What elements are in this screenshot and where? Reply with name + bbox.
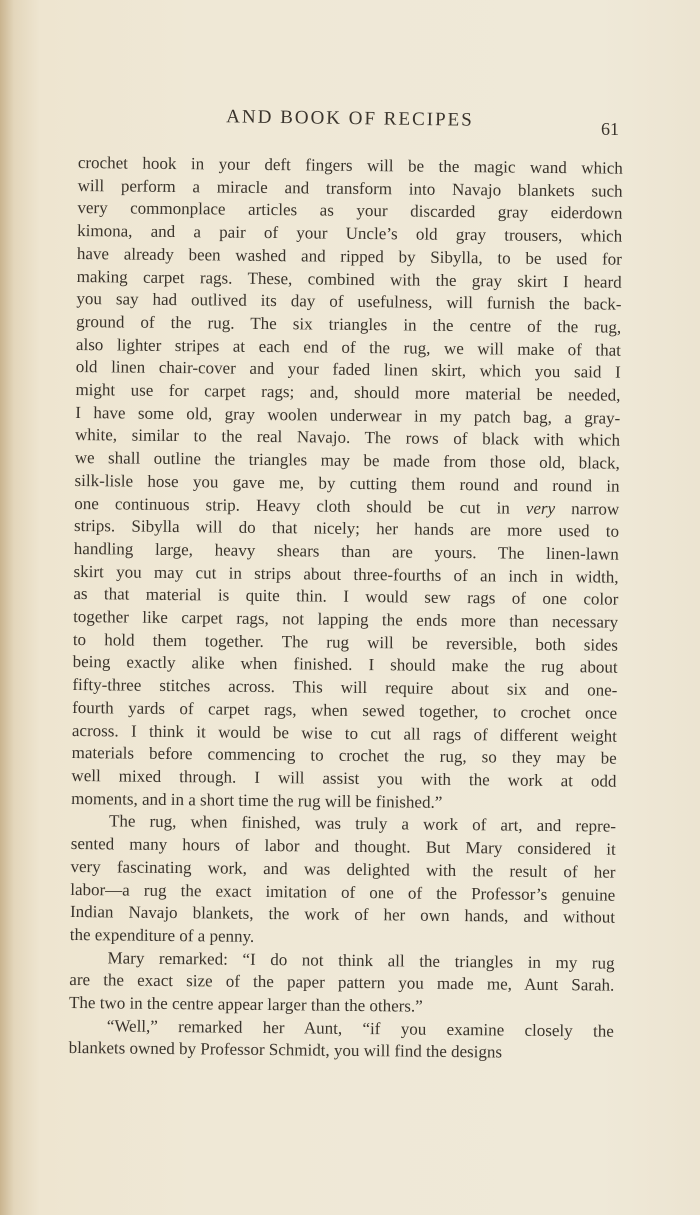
page-number: 61: [601, 119, 619, 139]
text-line: as that material is quite thin. I would sew rags of one color: [73, 584, 619, 610]
text-line: moments, and in a short time the rug will be finished.”: [71, 788, 443, 812]
text-line: crochet hook in your deft fingers will be the magic wand which: [77, 152, 623, 178]
text-line: Indian Navajo blankets, the work of her own hands, and without: [69, 902, 616, 927]
text-line: handling large, heavy shears than are yours. The linen-lawn: [73, 538, 619, 564]
text-line: might use for carpet rags; and, should more material be needed,: [75, 380, 621, 405]
text-line: skirt you may cut in strips about three-fourths of an inch in width,: [73, 561, 619, 587]
text-line: you say had outlived its day of usefulness, will furnish the back-: [76, 289, 622, 314]
text-line: strips. Sibylla will do that nicely; her hands are more used to: [73, 516, 620, 541]
text-line: sented many hours of labor and thought. But Mary considered it: [70, 834, 616, 859]
body-text: [68, 152, 622, 1066]
text-line: across. I think it would be wise to cut all rags of different weight: [71, 720, 618, 746]
text-line: will perform a miracle and transform into Navajo blankets such: [77, 175, 623, 201]
text-line: together like carpet rags, not lapping the ends more than necessary: [73, 607, 619, 632]
text-line: I have some old, gray woolen underwear in my patch bag, a gray-: [75, 402, 621, 428]
text-line: we shall outline the triangles may be made from those old, black,: [74, 448, 620, 473]
running-head: AND BOOK OF RECIPES: [226, 106, 474, 131]
paragraph: [71, 152, 623, 816]
text-line: The two in the centre appear larger than the others.”: [68, 992, 423, 1016]
text-line: Mary remarked: “I do not think all the triangles in my rug: [107, 947, 615, 973]
text-line: being exactly alike when finished. I should make the rug about: [72, 652, 618, 678]
text-line: white, similar to the real Navajo. The rows of black with which: [74, 425, 621, 451]
text-line: “Well,” remarked her Aunt, “if you examine closely the: [106, 1016, 614, 1041]
text-line: blankets owned by Professor Schmidt, you will find the designs: [68, 1038, 503, 1062]
text-line: the expenditure of a penny.: [69, 924, 255, 946]
text-line: have already been washed and ripped by Sibylla, to be used for: [76, 243, 623, 269]
text-line: fourth yards of carpet rags, when sewed together, to crochet once: [72, 697, 618, 723]
text-line: very commonplace articles as your discarded gray eiderdown: [77, 198, 623, 224]
text-line: very fascinating work, and was delighted with the result of her: [70, 856, 616, 882]
text-line: ground of the rug. The six triangles in the centre of the rug,: [76, 311, 622, 337]
text-line: kimona, and a pair of your Uncle’s old gray trousers, which: [77, 221, 623, 246]
text-line: to hold them together. The rug will be reversible, both sides: [72, 629, 618, 655]
text-line: silk-lisle hose you gave me, by cutting them round and round in: [74, 470, 620, 496]
text-line: making carpet rags. These, combined with the gray skirt I heard: [76, 266, 622, 292]
text-line: materials before commencing to crochet the rug, so they may be: [71, 743, 617, 768]
paragraph: [68, 1015, 613, 1066]
text-line: labor—a rug the exact imitation of one of the Professor’s genuine: [70, 879, 616, 905]
text-line: are the exact size of the paper pattern you made me, Aunt Sarah.: [69, 970, 615, 995]
paragraph: [70, 810, 616, 952]
text-line: also lighter stripes at each end of the rug, we will make of that: [75, 334, 622, 360]
text-line: The rug, when finished, was truly a work of art, and repre-: [108, 811, 617, 837]
text-line: well mixed through. I will assist you with the work at odd: [71, 765, 617, 791]
paragraph: [69, 947, 615, 1021]
text-line: old linen chair-cover and your faded linen skirt, which you said I: [75, 357, 621, 383]
text-line: fifty-three stitches across. This will require about six and one-: [72, 675, 618, 700]
text-line: one continuous strip. Heavy cloth should be cut in very narrow: [74, 493, 620, 519]
